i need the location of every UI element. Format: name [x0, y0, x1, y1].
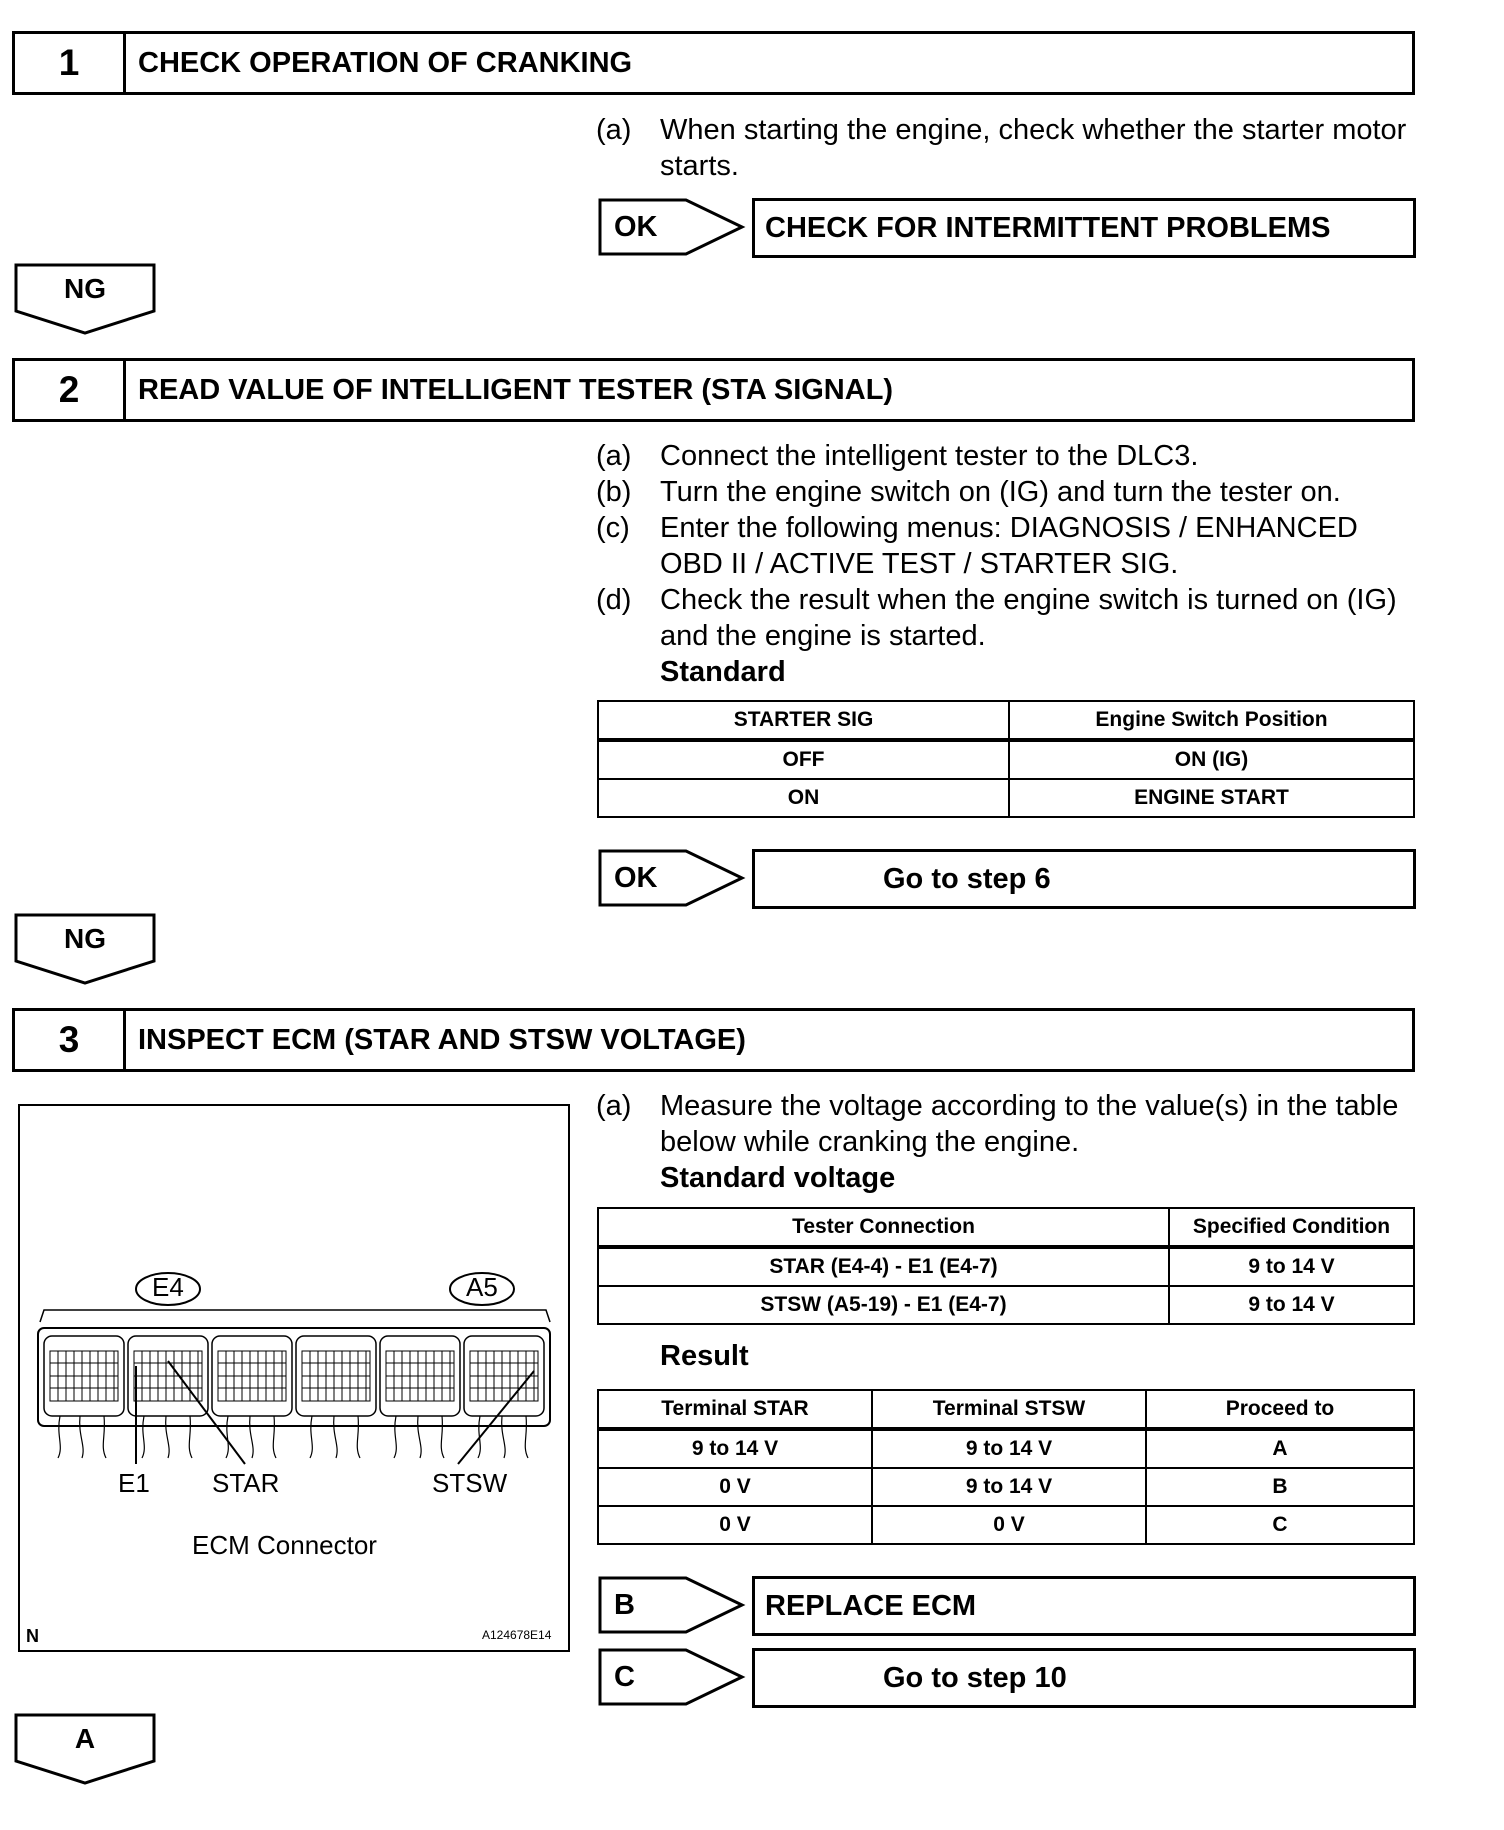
table-cell: OFF — [598, 740, 1009, 779]
standard-voltage-label: Standard voltage — [660, 1162, 896, 1194]
table-cell: ENGINE START — [1009, 779, 1414, 817]
step-3-header — [12, 1008, 1415, 1072]
result-text: CHECK FOR INTERMITTENT PROBLEMS — [765, 211, 1331, 244]
step-title: CHECK OPERATION OF CRANKING — [138, 46, 633, 79]
ng-label: NG — [64, 923, 106, 954]
a-label: A — [74, 1723, 96, 1754]
table-cell: 9 to 14 V — [872, 1468, 1146, 1506]
step-number: 2 — [15, 361, 126, 419]
instruction-label: (c) — [596, 512, 630, 544]
c-arrow-tag — [598, 1648, 748, 1706]
table-cell: ON (IG) — [1009, 740, 1414, 779]
step-2-header — [12, 358, 1415, 422]
result-text: REPLACE ECM — [765, 1589, 977, 1622]
ok-label: OK — [614, 861, 658, 894]
table-row — [598, 1247, 1414, 1286]
instruction-item — [596, 582, 1416, 654]
instruction-item — [596, 1088, 1416, 1160]
result-go-to-step-6[interactable] — [752, 849, 1416, 909]
connector-label-a5: A5 — [466, 1272, 498, 1302]
table-header: STARTER SIG — [598, 701, 1009, 740]
table-header: Tester Connection — [598, 1208, 1169, 1247]
instruction-text: Turn the engine switch on (IG) and turn the tester on. — [660, 476, 1341, 508]
table-header: Proceed to — [1146, 1390, 1414, 1429]
table-row — [598, 1506, 1414, 1544]
step-1-instructions — [596, 112, 1416, 184]
result-table — [597, 1389, 1415, 1545]
instruction-item — [596, 438, 1416, 474]
table-cell: 0 V — [598, 1506, 872, 1544]
table-cell: 0 V — [872, 1506, 1146, 1544]
instruction-text: When starting the engine, check whether the starter motor starts. — [660, 114, 1407, 182]
terminal-label-stsw: STSW — [432, 1468, 508, 1498]
table-row — [598, 1286, 1414, 1324]
instruction-text: Enter the following menus: DIAGNOSIS / ENHANCED OBD II / ACTIVE TEST / STARTER SIG. — [660, 512, 1358, 580]
table-cell: 9 to 14 V — [872, 1429, 1146, 1468]
ecm-connector-figure — [18, 1104, 570, 1652]
result-text: Go to step 10 — [883, 1661, 1067, 1694]
instruction-item — [596, 510, 1416, 582]
a-down-tag — [14, 1713, 156, 1785]
table-row — [598, 1429, 1414, 1468]
ecm-connector-diagram — [20, 1106, 568, 1650]
corner-code: N — [26, 1626, 39, 1646]
table-header: Terminal STAR — [598, 1390, 872, 1429]
ng-down-tag — [14, 263, 156, 335]
instruction-item — [596, 474, 1416, 510]
table-cell: 9 to 14 V — [598, 1429, 872, 1468]
step-number: 1 — [15, 34, 126, 92]
table-row — [598, 1468, 1414, 1506]
table-cell: STSW (A5-19) - E1 (E4-7) — [598, 1286, 1169, 1324]
result-replace-ecm[interactable] — [752, 1576, 1416, 1636]
branch-label: C — [614, 1660, 635, 1693]
instruction-text: Connect the intelligent tester to the DLC3. — [660, 440, 1199, 472]
table-row — [598, 740, 1414, 779]
step-title: READ VALUE OF INTELLIGENT TESTER (STA SIGNAL) — [138, 373, 894, 406]
ng-down-tag — [14, 913, 156, 985]
step-1-header — [12, 31, 1415, 95]
figure-caption: ECM Connector — [192, 1530, 377, 1560]
table-header: Specified Condition — [1169, 1208, 1414, 1247]
ok-arrow-tag — [598, 849, 748, 907]
b-arrow-tag — [598, 1576, 748, 1634]
starter-sig-table — [597, 700, 1415, 818]
figure-id: A124678E14 — [482, 1628, 552, 1642]
result-text: Go to step 6 — [883, 862, 1051, 895]
table-header: Engine Switch Position — [1009, 701, 1414, 740]
terminal-label-e1: E1 — [118, 1468, 150, 1498]
table-cell: 9 to 14 V — [1169, 1286, 1414, 1324]
table-header: Terminal STSW — [872, 1390, 1146, 1429]
instruction-label: (a) — [596, 114, 632, 146]
ok-arrow-tag — [598, 198, 748, 256]
table-cell: 0 V — [598, 1468, 872, 1506]
terminal-label-star: STAR — [212, 1468, 280, 1498]
branch-label: B — [614, 1588, 635, 1621]
table-cell: STAR (E4-4) - E1 (E4-7) — [598, 1247, 1169, 1286]
table-row — [598, 779, 1414, 817]
result-label: Result — [660, 1340, 749, 1372]
result-go-to-step-10[interactable] — [752, 1648, 1416, 1708]
instruction-item — [596, 112, 1416, 184]
table-cell: 9 to 14 V — [1169, 1247, 1414, 1286]
step-3-instructions — [596, 1088, 1416, 1196]
table-cell: B — [1146, 1468, 1414, 1506]
instruction-label: (b) — [596, 476, 632, 508]
step-number: 3 — [15, 1011, 126, 1069]
instruction-label: (d) — [596, 584, 632, 616]
table-cell: C — [1146, 1506, 1414, 1544]
instruction-text: Measure the voltage according to the value(s) in the table below while cranking the engine. — [660, 1090, 1399, 1158]
table-cell: ON — [598, 779, 1009, 817]
step-title: INSPECT ECM (STAR AND STSW VOLTAGE) — [138, 1023, 746, 1056]
standard-label: Standard — [660, 656, 786, 688]
result-check-intermittent[interactable] — [752, 198, 1416, 258]
table-cell: A — [1146, 1429, 1414, 1468]
standard-voltage-table — [597, 1207, 1415, 1325]
instruction-label: (a) — [596, 440, 632, 472]
connector-label-e4: E4 — [152, 1272, 184, 1302]
instruction-label: (a) — [596, 1090, 632, 1122]
instruction-text: Check the result when the engine switch is turned on (IG) and the engine is started. — [660, 584, 1397, 652]
ng-label: NG — [64, 273, 106, 304]
step-2-instructions — [596, 438, 1416, 690]
ok-label: OK — [614, 210, 658, 243]
